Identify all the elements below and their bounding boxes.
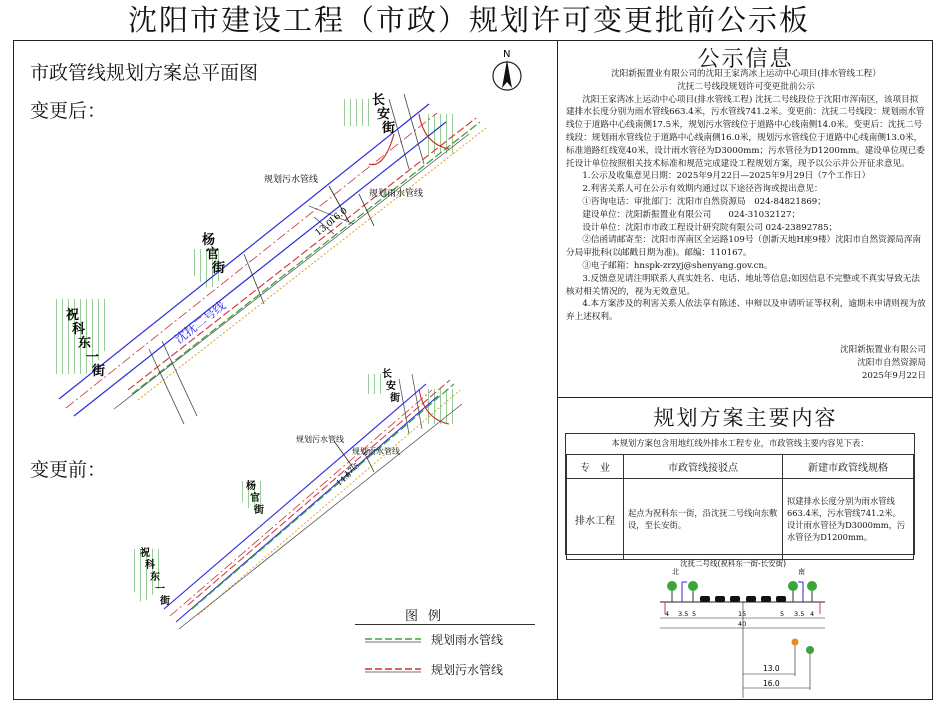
- xs-title: 沈抚二号线(祝科东一街-长安街): [680, 559, 787, 568]
- pipeline-plan-map: [14, 44, 556, 698]
- legend-title: 图例: [405, 609, 452, 624]
- after-road-changan: 长安街: [372, 93, 396, 136]
- hatch-area: [344, 99, 374, 126]
- xs-south: 南: [798, 568, 805, 576]
- svg-text:杨官街: 杨官街: [202, 233, 226, 276]
- plan-col-connection: 市政管线接驳点: [624, 455, 783, 479]
- horizontal-divider: [557, 397, 933, 398]
- xs-w3: 5: [692, 610, 697, 618]
- map-title: 市政管线规划方案总平面图: [30, 62, 259, 84]
- after-change-label: 变更后：: [30, 100, 107, 122]
- plan-title: 规划方案主要内容: [653, 406, 838, 430]
- xs-north: 北: [672, 568, 679, 576]
- notice-phone-authority: ①咨询电话：审批部门：沈阳市自然资源局 024-84821869；: [582, 196, 826, 207]
- plan-cell-profession: 排水工程: [567, 479, 624, 560]
- notice-dates: 1.公示及收集意见日期：2025年9月22日—2025年9月29日（7个工作日）: [582, 171, 871, 182]
- svg-text:长安街: 长安街: [382, 369, 400, 404]
- plan-col-spec: 新建市政管线规格: [783, 455, 914, 479]
- notice-paragraph: 沈阳王家湾冰上运动中心项目(排水管线工程) 沈抚二号线段位于沈阳市浑南区，该项目拟建排水长度分别为雨水管线663.4米，污水管线741.2米。变更前：沈抚二号线段：规划雨水管线位于道路中心线南侧17.5米，规划污水管线位于道路中心线南侧14.0米。变更后：沈抚二号线段：规划雨水管线位于道路中心线南侧16.0米，规划污水管线位于道路中心线南侧13.0米，标准道路红线宽40米，设计雨水管径为D3000mm；污水管径为D1200mm。建设单位现已委托设计单位按照相关技术标准和规范完成建设工程规划方案，现予以公示并公开征求意见。: [566, 94, 925, 169]
- road-cross-section: [560, 558, 932, 700]
- after-rain-label: 规划雨水管线: [369, 189, 424, 199]
- notice-feedback-rule: 3.反馈意见请注明联系人真实姓名、电话、地址等信息;如因信息不完整或不真实导致无法核对相关情况的，视为无效意见。: [566, 273, 920, 297]
- notice-signature-company: 沈阳新振置业有限公司: [840, 344, 926, 355]
- sewage-pipe-icon: [792, 639, 799, 646]
- plan-cell-spec: 拟建排水长度分别为雨水管线663.4米，污水管线741.2米。设计雨水管径为D3000mm，污水管径为D1200mm。: [783, 479, 914, 560]
- north-arrow-icon: [493, 49, 521, 90]
- page-title: 沈阳市建设工程（市政）规划许可变更批前公示板: [127, 3, 810, 37]
- vertical-divider: [557, 40, 558, 700]
- hatch-area: [424, 114, 454, 154]
- notice-intro-2: 沈抚二号线段规划许可变更批前公示: [677, 81, 815, 92]
- before-dim-14: 14.0: [334, 469, 354, 488]
- xs-w2: 3.5: [678, 610, 689, 618]
- plan-table: [566, 454, 914, 560]
- notice-phone-builder: 建设单位：沈阳新振置业有限公司 024-31032127；: [582, 209, 801, 220]
- xs-total: 40: [738, 620, 747, 628]
- rain-pipe-icon: [806, 646, 814, 654]
- notice-email: ③电子邮箱：hnspk-zrzyj@shenyang.gov.cn。: [582, 260, 773, 271]
- table-row: [567, 479, 914, 560]
- after-road-shenfu: 沈抚二号线: [172, 298, 229, 347]
- xs-w7: 4: [810, 610, 815, 618]
- rain-pipe-line: [132, 122, 480, 394]
- plan-col-profession: 专 业: [567, 455, 624, 479]
- after-dim-13: 13.0: [313, 218, 336, 239]
- after-dim-16: 16.0: [327, 206, 350, 227]
- plan-intro: 本规划方案包含用地红线外排水工程专业，市政管线主要内容见下表：: [611, 438, 869, 448]
- notice-channels: 2.利害关系人可在公示有效期内通过以下途径咨询或提出意见：: [582, 184, 823, 195]
- notice-rights: 4.本方案涉及的利害关系人依法享有陈述、申辩以及申请听证等权利，逾期未申请则视为放弃上述权利。: [566, 299, 926, 323]
- xs-w6: 3.5: [794, 610, 805, 618]
- svg-text:祝科东一街: 祝科东一街: [66, 308, 106, 379]
- north-label: N: [503, 49, 511, 60]
- before-dim-175: 17.5: [342, 460, 362, 479]
- after-plan: [54, 94, 486, 424]
- legend-sewage-label: 规划污水管线: [431, 663, 504, 677]
- before-change-label: 变更前：: [30, 459, 107, 481]
- notice-date: 2025年9月22日: [861, 370, 926, 381]
- xs-w4: 15: [738, 610, 747, 618]
- notice-body: [566, 68, 926, 382]
- xs-w1: 4: [665, 610, 670, 618]
- notice-intro: 沈阳新振置业有限公司的沈阳王家湾冰上运动中心项目(排水管线工程）: [611, 69, 881, 79]
- notice-title: 公示信息: [697, 47, 794, 72]
- after-street-labels: [66, 93, 395, 379]
- after-sewage-label: 规划污水管线: [264, 175, 319, 185]
- svg-text:杨官街: 杨官街: [246, 481, 264, 516]
- notice-phone-designer: 设计单位：沈阳市市政工程设计研究院有限公司 024-23892785；: [582, 222, 838, 233]
- car-icon: [700, 596, 786, 602]
- legend-divider: [355, 624, 535, 625]
- before-plan: [132, 374, 462, 629]
- xs-dim-13: 13.0: [763, 664, 780, 673]
- plan-cell-connection: 起点为祝科东一街，沿沈抚二号线向东敷设，至长安街。: [624, 479, 783, 560]
- tree-icon: [667, 581, 817, 602]
- before-rain-label: 规划雨水管线: [352, 447, 400, 456]
- plan-content-box: [565, 433, 915, 555]
- xs-dim-16: 16.0: [763, 679, 780, 688]
- sewage-pipe-line: [128, 118, 476, 390]
- notice-signature-bureau: 沈阳市自然资源局: [857, 357, 926, 368]
- legend-rain-label: 规划雨水管线: [431, 633, 504, 647]
- legend: [345, 605, 545, 693]
- notice-mail-address: ②信函请邮寄至：沈阳市浑南区全运路109号（创新天地H座9楼）沈阳市自然资源局浑南分局审批科(以邮戳日期为准)。邮编：110167。: [566, 235, 922, 259]
- xs-w5: 5: [780, 610, 785, 618]
- before-sewage-label: 规划污水管线: [296, 435, 344, 444]
- svg-text:祝科东一街: 祝科东一街: [140, 548, 170, 607]
